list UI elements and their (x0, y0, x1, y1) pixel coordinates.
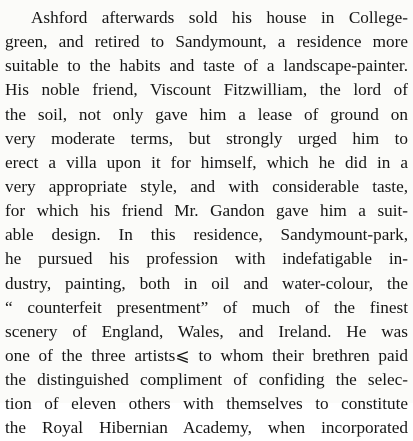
paragraph-line: for which his friend Mr. Gandon gave him a suit- (5, 201, 408, 221)
paragraph-line: very appropriate style, and with considerable taste, (5, 176, 408, 196)
paragraph-line: the Royal Hibernian Academy, when incorporated (5, 418, 408, 438)
paragraph-line: able design. In this residence, Sandymount-park, (5, 225, 408, 245)
paragraph-line: scenery of England, Wales, and Ireland. He was (5, 321, 408, 341)
paragraph-line: suitable to the habits and taste of a landscape-painter. (5, 56, 408, 76)
paragraph-line: erect a villa upon it for himself, which he did in a (5, 152, 408, 172)
paragraph-line: the distinguished compliment of confiding the selec- (5, 370, 408, 390)
paragraph-line: “ counterfeit presentment” of much of the finest (5, 297, 408, 317)
paragraph-line: the soil, not only gave him a lease of ground on (5, 104, 408, 124)
paragraph-line: one of the three artists⩽ to whom their brethren paid (5, 345, 408, 365)
paragraph-line: dustry, painting, both in oil and water-colour, the (5, 273, 408, 293)
paragraph-line: His noble friend, Viscount Fitzwilliam, the lord of (5, 80, 408, 100)
paragraph-line: very moderate terms, but strongly urged him to (5, 128, 408, 148)
paragraph (5, 6, 408, 441)
paragraph-line: tion of eleven others with themselves to constitute (5, 394, 408, 414)
paragraph-line: he pursued his profession with indefatigable in- (5, 249, 408, 269)
paragraph-line: Ashford afterwards sold his house in College- (31, 8, 408, 27)
paragraph-line: green, and retired to Sandymount, a residence more (5, 32, 408, 52)
